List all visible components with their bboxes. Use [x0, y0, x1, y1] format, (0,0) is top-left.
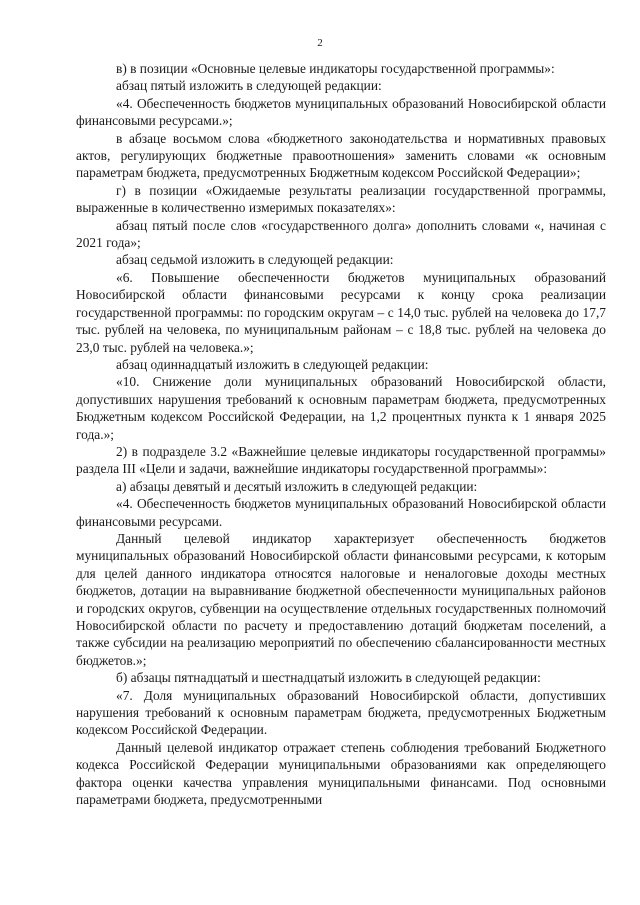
paragraph: г) в позиции «Ожидаемые результаты реализации государственной программы, выраженные в количественно измеримых показателях»:: [76, 182, 606, 216]
page-number: 2: [317, 37, 323, 49]
paragraph: Данный целевой индикатор характеризует обеспеченность бюджетов муниципальных образований Новосибирской области финансовыми ресурсами, к которым для целей данного индикатора относятся налоговые и неналоговые доходы местных бюджетов, дотации на выравнивание бюджетной обеспеченности муниципальных районов и городских округов, субвенции на осуществление отдельных государственных полномочий Новосибирской области по расчету и предоставлению дотаций бюджетам поселений, а также субсидии на реализацию мероприятий по обеспечению сбалансированности местных бюджетов.»;: [76, 530, 606, 668]
paragraph: «7. Доля муниципальных образований Новосибирской области, допустивших нарушения требований к основным параметрам бюджета, предусмотренных Бюджетным кодексом Российской Федерации.: [76, 687, 606, 738]
paragraph: в) в позиции «Основные целевые индикаторы государственной программы»:: [116, 61, 555, 76]
paragraph: в абзаце восьмом слова «бюджетного законодательства и нормативных правовых актов, регулирующих бюджетные правоотношения» заменить словами «к основным параметрам бюджета, предусмотренных Бюджетным кодексом Российской Федерации»;: [76, 130, 606, 181]
paragraph: абзац седьмой изложить в следующей редакции:: [116, 252, 394, 268]
paragraph: «6. Повышение обеспеченности бюджетов муниципальных образований Новосибирской области финансовыми ресурсами к концу срока реализации государственной программы: по городским округам – с 14,0 тыс. рублей на человека до 17,7 тыс. рублей на человека, по муниципальным районам – с 18,8 тыс. рублей на человека до 23,0 тыс. рублей на человека.»;: [76, 269, 606, 355]
document-body: [76, 60, 606, 808]
paragraph: «10. Снижение доли муниципальных образований Новосибирской области, допустивших нарушения требований к основным параметрам бюджета, предусмотренных Бюджетным кодексом Российской Федерации, на 1,2 процентных пункта к 1 января 2025 года.»;: [76, 374, 606, 442]
paragraph: «4. Обеспеченность бюджетов муниципальных образований Новосибирской области финансовыми ресурсами.: [76, 496, 606, 529]
paragraph: абзац пятый после слов «государственного долга» дополнить словами «, начиная с 2021 года»;: [76, 217, 606, 251]
paragraph: Данный целевой индикатор отражает степень соблюдения требований Бюджетного кодекса Российской Федерации муниципальными образованиями как определяющего фактора оценки качества управления муниципальными финансами. Под основными параметрами бюджета, предусмотренными: [76, 739, 606, 808]
paragraph: «4. Обеспеченность бюджетов муниципальных образований Новосибирской области финансовыми ресурсами.»;: [76, 95, 606, 129]
paragraph: б) абзацы пятнадцатый и шестнадцатый изложить в следующей редакции:: [116, 670, 541, 686]
paragraph: абзац одиннадцатый изложить в следующей редакции:: [116, 356, 429, 372]
paragraph: а) абзацы девятый и десятый изложить в следующей редакции:: [116, 478, 478, 494]
paragraph: абзац пятый изложить в следующей редакции:: [116, 78, 382, 94]
paragraph: 2) в подразделе 3.2 «Важнейшие целевые индикаторы государственной программы» раздела III «Цели и задачи, важнейшие индикаторы государственной программы»:: [76, 443, 606, 477]
